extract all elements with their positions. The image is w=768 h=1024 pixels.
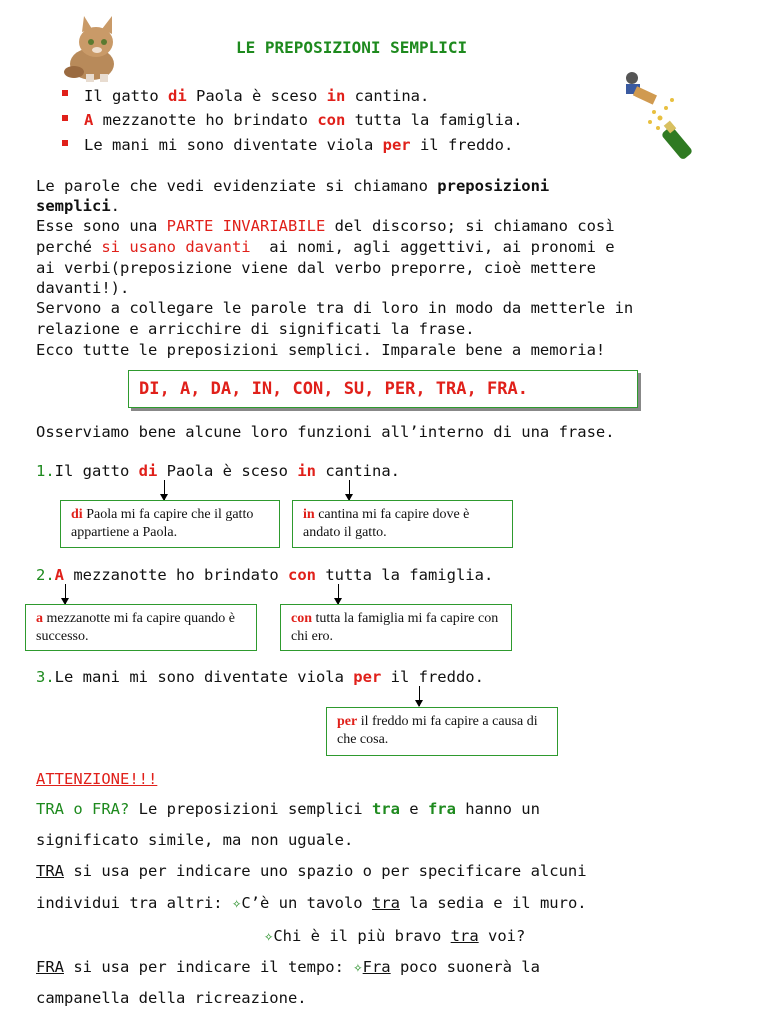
example-1-explanation-di: di Paola mi fa capire che il gatto appartiene a Paola. [60, 500, 280, 548]
example-3-explanation-per: per il freddo mi fa capire a causa di che cosa. [326, 707, 558, 756]
example-1-sentence: 1.Il gatto di Paola è sceso in cantina. [36, 462, 400, 480]
bullet-marker [62, 115, 68, 121]
paragraph-line: Esse sono una PARTE INVARIABILE del discorso; si chiamano così [36, 217, 615, 235]
bullet-marker [62, 90, 68, 96]
bullet-marker [62, 140, 68, 146]
paragraph-line: relazione e arricchire di significati la frase. [36, 320, 475, 338]
page-title: LE PREPOSIZIONI SEMPLICI [236, 38, 468, 57]
paragraph-line: Ecco tutte le preposizioni semplici. Imparale bene a memoria! [36, 341, 606, 359]
arrow-down-icon [419, 686, 420, 706]
paragraph-line: perché si usano davanti ai nomi, agli aggettivi, ai pronomi e [36, 238, 615, 256]
arrow-down-icon [65, 584, 66, 604]
preposition-list-box [128, 370, 638, 408]
paragraph-line: Le parole che vedi evidenziate si chiamano preposizioni [36, 177, 550, 195]
trafra-line-2: significato simile, ma non uguale. [36, 831, 354, 849]
cat-illustration [56, 12, 124, 84]
paragraph-line: Servono a collegare le parole tra di loro in modo da metterle in [36, 299, 634, 317]
example-2-explanation-con: con tutta la famiglia mi fa capire con chi ero. [280, 604, 512, 651]
intro-example-1: Il gatto di Paola è sceso in cantina. [84, 87, 430, 105]
star-icon: ✧ [231, 894, 242, 912]
example-3-sentence: 3.Le mani mi sono diventate viola per il freddo. [36, 668, 484, 686]
intro-example-3: Le mani mi sono diventate viola per il freddo. [84, 136, 514, 154]
intro-example-2: A mezzanotte ho brindato con tutta la famiglia. [84, 111, 523, 129]
attention-heading: ATTENZIONE!!! [36, 770, 158, 788]
trafra-line-4: individui tra altri: ✧C’è un tavolo tra la sedia e il muro. [36, 894, 587, 912]
trafra-line-3: TRA si usa per indicare uno spazio o per specificare alcuni [36, 862, 587, 880]
star-icon: ✧ [353, 958, 363, 976]
observe-text: Osserviamo bene alcune loro funzioni all’interno di una frase. [36, 423, 615, 441]
trafra-line-1: TRA o FRA? Le preposizioni semplici tra e fra hanno un [36, 800, 540, 818]
champagne-bottle-illustration [614, 70, 708, 162]
trafra-line-7: campanella della ricreazione. [36, 989, 307, 1007]
paragraph-line: davanti!). [36, 279, 130, 297]
example-2-explanation-a: a mezzanotte mi fa capire quando è successo. [25, 604, 257, 651]
arrow-down-icon [338, 584, 339, 604]
example-2-sentence: 2.A mezzanotte ho brindato con tutta la famiglia. [36, 566, 494, 584]
arrow-down-icon [164, 480, 165, 500]
arrow-down-icon [349, 480, 350, 500]
paragraph-line: ai verbi(preposizione viene dal verbo preporre, cioè mettere [36, 259, 596, 277]
example-1-explanation-in: in cantina mi fa capire dove è andato il gatto. [292, 500, 513, 548]
paragraph-line: semplici. [36, 197, 120, 215]
preposition-list: DI, A, DA, IN, CON, SU, PER, TRA, FRA. [139, 379, 528, 399]
trafra-line-6: FRA si usa per indicare il tempo: ✧Fra poco suonerà la [36, 958, 540, 976]
trafra-line-5: ✧Chi è il più bravo tra voi? [264, 927, 526, 945]
star-icon: ✧ [264, 927, 274, 945]
